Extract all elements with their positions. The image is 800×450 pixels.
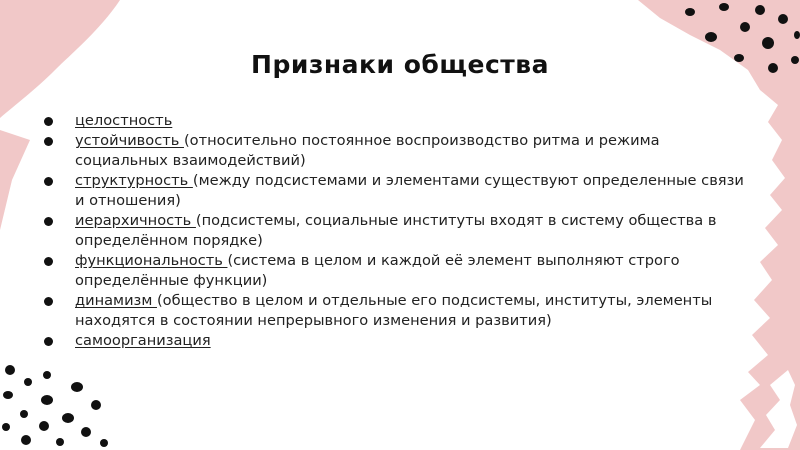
item-description: (подсистемы, социальные институты входят в систему общества в определённом порядке) bbox=[75, 212, 717, 249]
bullet-icon bbox=[44, 337, 53, 346]
bullet-icon bbox=[44, 177, 53, 186]
bullet-icon bbox=[44, 137, 53, 146]
list-item bbox=[44, 291, 744, 331]
item-term[interactable]: динамизм bbox=[75, 292, 157, 309]
item-term[interactable]: структурность bbox=[75, 172, 193, 189]
bullet-icon bbox=[44, 257, 53, 266]
item-term[interactable]: устойчивость bbox=[75, 132, 184, 149]
bullet-icon bbox=[44, 117, 53, 126]
item-description: (между подсистемами и элементами существуют определенные связи и отношения) bbox=[75, 172, 744, 209]
item-description: (относительно постоянное воспроизводство ритма и режима социальных взаимодействий) bbox=[75, 132, 660, 169]
dots-bottom-left bbox=[2, 365, 108, 447]
list-item bbox=[44, 211, 744, 251]
item-term[interactable]: самоорганизация bbox=[75, 332, 211, 349]
item-description: (общество в целом и отдельные его подсистемы, институты, элементы находятся в состоянии непрерывного изменения и развития) bbox=[75, 292, 713, 329]
features-list bbox=[44, 111, 744, 351]
slide-title: Признаки общества bbox=[251, 50, 549, 79]
item-term[interactable]: целостность bbox=[75, 112, 173, 129]
list-item bbox=[44, 111, 744, 131]
bullet-icon bbox=[44, 297, 53, 306]
item-description: (система в целом и каждой её элемент выполняют строго определённые функции) bbox=[75, 252, 680, 289]
list-item bbox=[44, 171, 744, 211]
item-term[interactable]: иерархичность bbox=[75, 212, 196, 229]
bullet-icon bbox=[44, 217, 53, 226]
item-term[interactable]: функциональность bbox=[75, 252, 228, 269]
list-item bbox=[44, 251, 744, 291]
list-item bbox=[44, 131, 744, 171]
pink-shape-left-lower bbox=[0, 130, 30, 230]
list-item bbox=[44, 331, 744, 351]
